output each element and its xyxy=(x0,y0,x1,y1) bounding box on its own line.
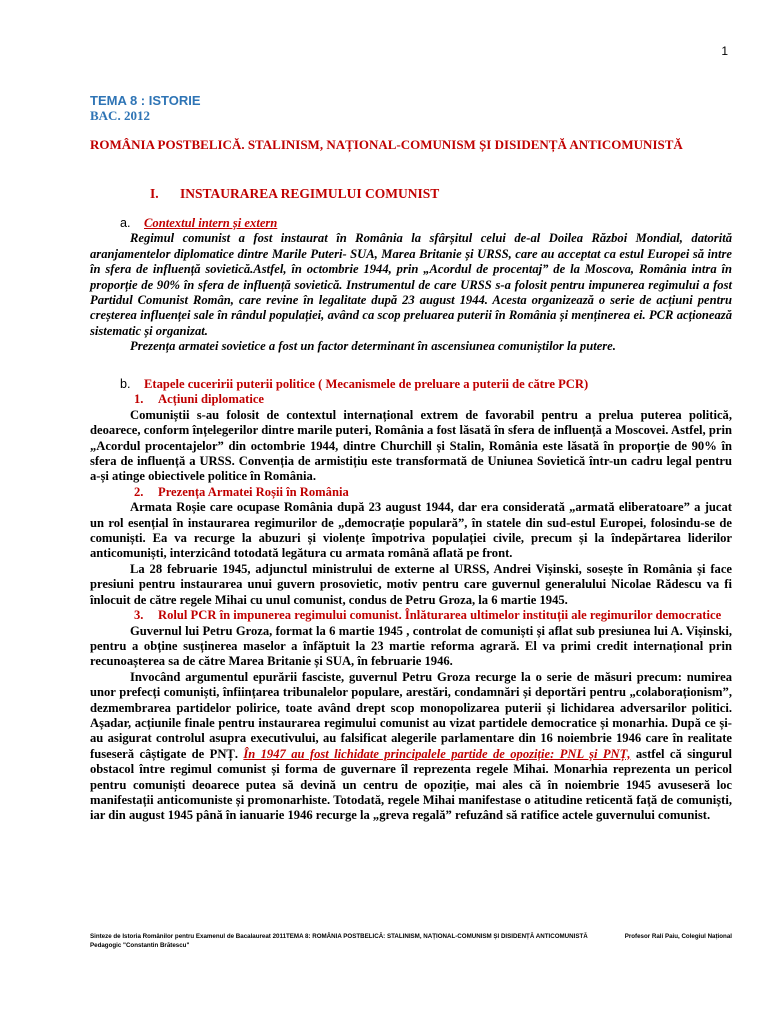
section-heading xyxy=(150,186,440,202)
item-number: 2. xyxy=(134,484,144,499)
item-number: 3. xyxy=(134,608,144,623)
subsection-a-title: Contextul intern și extern xyxy=(144,216,278,230)
paragraph: Prezența armatei sovietice a fost un factor determinant în ascensiunea comuniștilor la putere. xyxy=(130,339,616,354)
paragraph: Regimul comunist a fost instaurat în România la sfârșitul celui de-al Doilea Război Mondial, datorită aranjamentelor diplomatice dintre Marile Puteri- SUA, Marea Britanie și URSS, care au acceptat ca estul Europei să intre în sfera de influență sovietică.Astfel, în octombrie 1944, prin „Acordul de procentaj” de la Moscova, România intra în proporție de 90% în sfera de influență sovietică. Instrumentul de care URSS s-a folosit pentru impunerea regimului a fost Partidul Comunist Român, care revine în legalitate după 23 august 1944. Acesta organizează o serie de acțiuni pentru creșterea influenței sale în rândul populației, având ca scop preluarea puterii în România și menținerea ei. PCR acționează sistematic și organizat. xyxy=(90,231,732,338)
subsection-b-label: b. xyxy=(120,377,131,391)
paragraph: Guvernul lui Petru Groza, format la 6 martie 1945 , controlat de comuniști și aflat sub presiunea lui A. Vișinski, pentru a obține susținerea maselor a înfăptuit la 23 martie reforma agrară. El va primi credit internațional prin recunoașterea sa de către Marea Britanie și SUA, în februarie 1946. xyxy=(90,623,732,669)
highlighted-text: În 1947 au fost lichidate principalele partide de opoziție: PNL și PNȚ, xyxy=(243,746,631,761)
page-footer xyxy=(90,932,732,950)
page-number: 1 xyxy=(721,44,728,58)
footer-left: Sinteze de Istoria Românilor pentru Examenul de Bacalaureat 2011TEMA 8: ROMÂNIA POSTBELICĂ: STALINISM, NAȚIONAL-COMUNISM ȘI DISIDENȚĂ ANTICOMUNISTĂ xyxy=(90,933,588,940)
subsection-a-label: a. xyxy=(120,216,131,230)
footer-line2: Pedagogic "Constantin Brătescu" xyxy=(90,942,190,949)
item-heading xyxy=(90,485,732,500)
paragraph-text: Invocând argumentul epurării fasciste, guvernul Petru Groza recurge la o serie de măsuri precum: numirea unor prefecți comuniști, înființarea tribunalelor populare, arestări, condamnări și deportări pentru „colaboraționism”, dezmembrarea partidelor polirice, toate având drept scop monopolizarea puterii și lichidarea adversarilor politici. Așadar, acțiunile finale pentru instaurarea regimului comunist au vizat partidele democratice și monarhia. După ce și-au asigurat controlul asupra executivului, au falsificat alegerile parlamentare din 16 noiembrie 1946 care în realitate fuseseră câștigate de PNȚ. xyxy=(90,669,732,761)
paragraph: Comuniștii s-au folosit de contextul internațional extrem de favorabil pentru a prelua puterea politică, deoarece, conform înțelegerilor dintre marile puteri, România a fost lăsată în sfera de influență a Moscovei. Astfel, prin „Acordul procentajelor” din octombrie 1944, dintre Churchill și Stalin, România este lăsată în proporție de 90% în sfera de influență a URSS. Convenția de armistițiu este transformată de Uniunea Sovietică într-un cadru legal pentru a-și atinge obiectivele politice în România. xyxy=(90,407,732,484)
subsection-b xyxy=(90,377,732,824)
item-heading xyxy=(90,392,732,407)
section-number: I. xyxy=(150,186,159,201)
subsection-b-heading xyxy=(90,377,732,392)
footer-right: Profesor Ralí Paiu, Colegiul Național xyxy=(624,933,732,940)
paragraph xyxy=(90,670,732,824)
subsection-a-heading xyxy=(90,216,732,231)
paragraph: Armata Roșie care ocupase România după 23 august 1944, dar era considerată „armată eliberatoare” a jucat un rol esențial în instaurarea regimurilor de „democrație populară”, în statele din sud-estul Europei, folosindu-se de comuniști. Ea va recurge la abuzuri și violențe împotriva populației civile, precum și la îndepărtarea liderilor anticomuniști, interzicând totodată legătura cu armata română aflată pe front. xyxy=(90,500,732,561)
document-title: ROMÂNIA POSTBELICĂ. STALINISM, NAȚIONAL-COMUNISM ȘI DISIDENȚĂ ANTICOMUNISTĂ xyxy=(90,137,683,152)
bac-heading: BAC. 2012 xyxy=(90,108,150,123)
item-title: Prezența Armatei Roșii în România xyxy=(158,484,349,499)
subsection-b-title: Etapele cuceririi puterii politice ( Mecanismele de preluare a puterii de către PCR) xyxy=(144,377,589,391)
item-number: 1. xyxy=(134,392,144,407)
item-heading xyxy=(90,608,732,623)
item-title: Rolul PCR în impunerea regimului comunist. Înlăturarea ultimelor instituții ale regimurilor democratice xyxy=(158,608,722,623)
paragraph-text: astfel că singurul obstacol între regimul comunist și forma de guvernare îl reprezenta regele Mihai. Monarhia reprezenta un pericol pentru comuniști deoarece putea să devină un centru de opoziție, mai ales că în noiembrie 1945 avuseseră loc manifestații anticomuniste și promonarhiste. Totodată, regele Mihai manifestase o atitudine reticentă față de comuniști, iar din august 1945 până în ianuarie 1946 recurge la „greva regală” refuzând să ratifice actele guvernului comunist. xyxy=(90,746,732,823)
section-title: INSTAURAREA REGIMULUI COMUNIST xyxy=(180,186,440,201)
tema-heading: TEMA 8 : ISTORIE xyxy=(90,93,201,108)
paragraph: La 28 februarie 1945, adjunctul ministrului de externe al URSS, Andrei Vișinski, sosește în România și face presiuni pentru instaurarea unui guvern prosovietic, motiv pentru care guvernul generalului Nicolae Rădescu va fi înlocuit de către regele Mihai cu unul comunist, condus de Petru Groza, la 6 martie 1945. xyxy=(90,561,732,607)
subsection-a xyxy=(90,216,732,355)
item-title: Acțiuni diplomatice xyxy=(158,392,264,407)
